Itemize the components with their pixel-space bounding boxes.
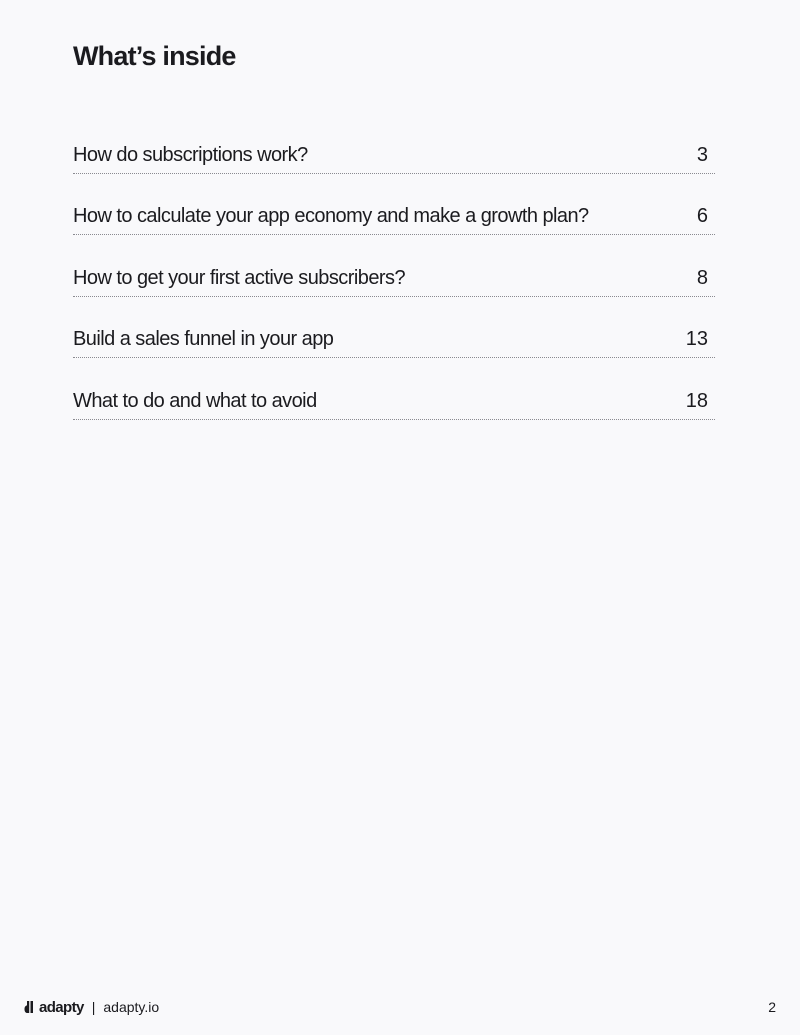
toc-item-app-economy[interactable] <box>73 174 715 236</box>
toc-item-page-number: 8 <box>696 266 708 289</box>
toc-item-label: How to get your first active subscribers? <box>73 266 406 289</box>
page-number: 2 <box>768 999 776 1015</box>
toc-item-page-number: 3 <box>696 143 708 166</box>
toc-item-label: How to calculate your app economy and make a growth plan? <box>73 205 589 227</box>
adapty-logo-icon <box>24 1000 36 1014</box>
toc-item-page-number: 6 <box>696 205 708 227</box>
toc-entry <box>73 383 715 420</box>
toc-entry <box>73 137 715 174</box>
table-of-contents <box>73 112 715 420</box>
toc-item-page-number: 18 <box>685 389 708 412</box>
adapty-logo[interactable] <box>24 999 84 1016</box>
toc-entry <box>73 260 715 297</box>
page-title: What’s inside <box>73 41 236 71</box>
footer-brand <box>24 999 159 1016</box>
page-footer <box>24 996 776 1018</box>
toc-item-do-and-avoid[interactable] <box>73 358 715 420</box>
toc-item-label: What to do and what to avoid <box>73 389 317 412</box>
toc-item-first-subscribers[interactable] <box>73 235 715 297</box>
toc-item-label: Build a sales funnel in your app <box>73 328 334 350</box>
logo-wordmark: adapty <box>39 998 84 1016</box>
toc-item-sales-funnel[interactable] <box>73 297 715 359</box>
toc-entry <box>73 198 715 235</box>
footer-site-link[interactable]: adapty.io <box>103 999 160 1015</box>
toc-item-label: How do subscriptions work? <box>73 143 308 166</box>
toc-item-page-number: 13 <box>685 328 708 350</box>
toc-entry <box>73 321 715 358</box>
footer-separator: | <box>91 999 96 1015</box>
toc-item-subscriptions[interactable] <box>73 112 715 174</box>
